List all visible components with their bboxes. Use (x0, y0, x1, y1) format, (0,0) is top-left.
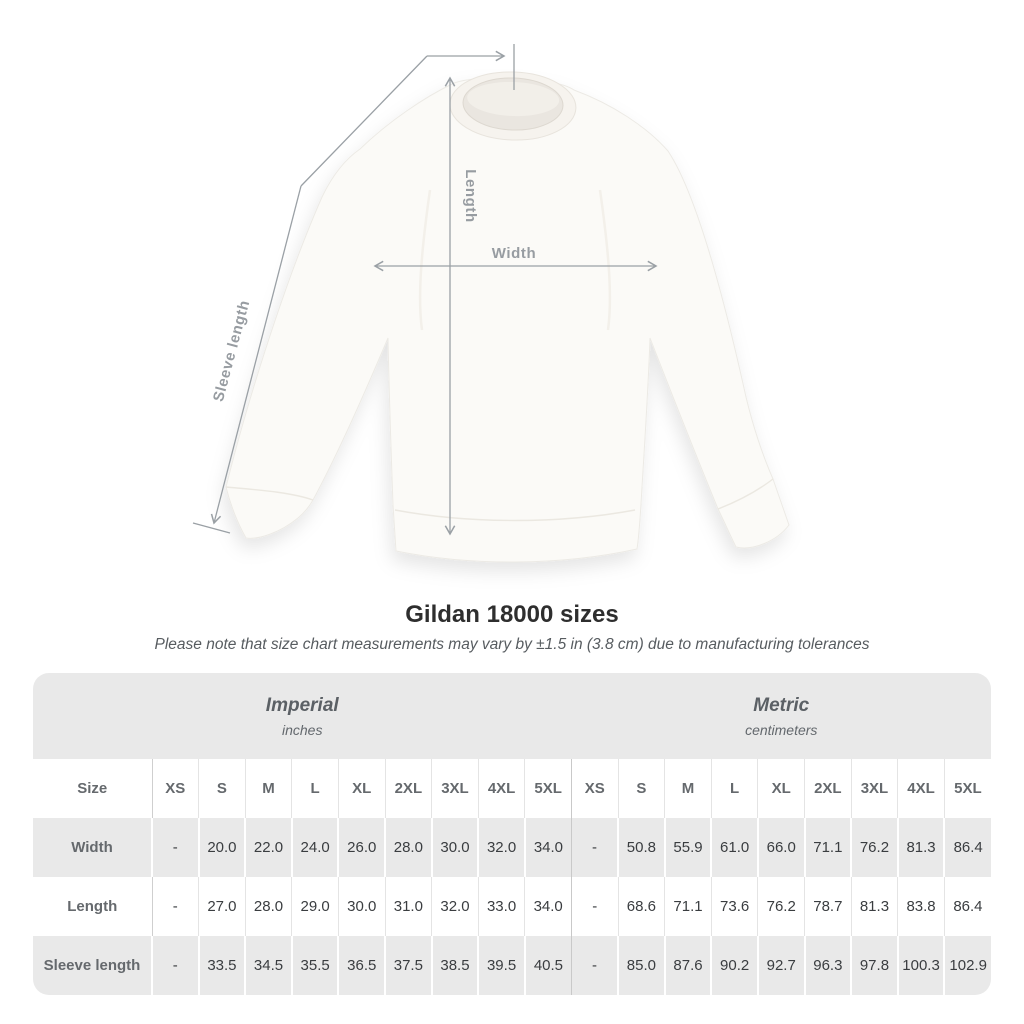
sleeve-end-tick (193, 523, 230, 533)
unit-header-row (33, 673, 991, 759)
metric-value: 92.7 (758, 936, 805, 995)
width-label: Width (491, 245, 537, 262)
metric-value: 83.8 (898, 877, 945, 936)
imperial-value: 40.5 (525, 936, 572, 995)
imperial-value: 24.0 (292, 818, 339, 877)
metric-unit-label: centimeters (745, 721, 818, 738)
metric-value: 85.0 (618, 936, 665, 995)
size-header-imperial-2xl: 2XL (385, 759, 432, 818)
metric-value: 97.8 (851, 936, 898, 995)
imperial-value: 27.0 (199, 877, 246, 936)
metric-value: 66.0 (758, 818, 805, 877)
imperial-value: - (152, 936, 199, 995)
table-row (33, 877, 991, 936)
imperial-value: 34.0 (525, 818, 572, 877)
size-header-imperial-3xl: 3XL (432, 759, 479, 818)
size-table-card (33, 673, 991, 995)
imperial-value: 38.5 (432, 936, 479, 995)
sweatshirt-illustration (226, 70, 789, 562)
size-table (33, 673, 991, 995)
size-header-row (33, 759, 991, 818)
imperial-value: 33.0 (478, 877, 525, 936)
metric-value: 76.2 (758, 877, 805, 936)
size-header-imperial-m: M (245, 759, 292, 818)
imperial-value: 34.0 (525, 877, 572, 936)
metric-value: 61.0 (711, 818, 758, 877)
size-header-metric-l: L (711, 759, 758, 818)
metric-label: Metric (753, 694, 810, 716)
metric-value: - (571, 877, 618, 936)
table-row (33, 936, 991, 995)
metric-value: 78.7 (805, 877, 852, 936)
size-header-metric-s: S (618, 759, 665, 818)
size-column-header: Size (77, 780, 108, 797)
imperial-value: 36.5 (338, 936, 385, 995)
size-header-imperial-xs: XS (152, 759, 199, 818)
imperial-value: 34.5 (245, 936, 292, 995)
imperial-value: 26.0 (338, 818, 385, 877)
imperial-value: 39.5 (478, 936, 525, 995)
metric-value: 86.4 (944, 877, 991, 936)
imperial-unit-label: inches (282, 721, 323, 738)
imperial-value: 29.0 (292, 877, 339, 936)
imperial-value: 22.0 (245, 818, 292, 877)
size-header-metric-xs: XS (571, 759, 618, 818)
size-header-metric-5xl: 5XL (944, 759, 991, 818)
imperial-group-header (33, 673, 571, 759)
metric-value: 81.3 (851, 877, 898, 936)
imperial-value: 30.0 (338, 877, 385, 936)
length-label: Length (462, 169, 479, 223)
size-header-imperial-xl: XL (338, 759, 385, 818)
size-header-metric-2xl: 2XL (805, 759, 852, 818)
metric-value: 102.9 (944, 936, 991, 995)
metric-value: 55.9 (665, 818, 712, 877)
metric-value: 50.8 (618, 818, 665, 877)
sweatshirt-body (226, 78, 789, 562)
imperial-value: 37.5 (385, 936, 432, 995)
row-label: Width (33, 818, 152, 877)
metric-value: 71.1 (805, 818, 852, 877)
metric-value: 68.6 (618, 877, 665, 936)
metric-value: 73.6 (711, 877, 758, 936)
row-label: Sleeve length (33, 936, 152, 995)
table-row (33, 818, 991, 877)
imperial-value: 35.5 (292, 936, 339, 995)
imperial-value: 28.0 (385, 818, 432, 877)
size-header-metric-3xl: 3XL (851, 759, 898, 818)
size-header-metric-4xl: 4XL (898, 759, 945, 818)
imperial-value: 28.0 (245, 877, 292, 936)
metric-value: 87.6 (665, 936, 712, 995)
tolerance-note: Please note that size chart measurements may vary by ±1.5 in (3.8 cm) due to manufacturing tolerances (154, 636, 870, 653)
imperial-value: 30.0 (432, 818, 479, 877)
size-header-imperial-l: L (292, 759, 339, 818)
size-header-imperial-4xl: 4XL (478, 759, 525, 818)
metric-value: 76.2 (851, 818, 898, 877)
imperial-value: - (152, 877, 199, 936)
page-title: Gildan 18000 sizes (405, 601, 619, 628)
imperial-value: 33.5 (199, 936, 246, 995)
imperial-value: - (152, 818, 199, 877)
metric-value: 81.3 (898, 818, 945, 877)
size-header-metric-xl: XL (758, 759, 805, 818)
sleeve-length-label: Sleeve length (209, 298, 254, 404)
imperial-value: 32.0 (432, 877, 479, 936)
size-header-imperial-5xl: 5XL (525, 759, 572, 818)
metric-value: 71.1 (665, 877, 712, 936)
metric-value: 100.3 (898, 936, 945, 995)
imperial-value: 32.0 (478, 818, 525, 877)
metric-value: 90.2 (711, 936, 758, 995)
metric-value: 86.4 (944, 818, 991, 877)
metric-group-header (571, 673, 991, 759)
imperial-value: 20.0 (199, 818, 246, 877)
size-header-imperial-s: S (199, 759, 246, 818)
row-label: Length (67, 898, 118, 915)
imperial-label: Imperial (265, 694, 339, 716)
metric-value: - (571, 936, 618, 995)
metric-value: - (571, 818, 618, 877)
imperial-value: 31.0 (385, 877, 432, 936)
metric-value: 96.3 (805, 936, 852, 995)
size-header-metric-m: M (665, 759, 712, 818)
